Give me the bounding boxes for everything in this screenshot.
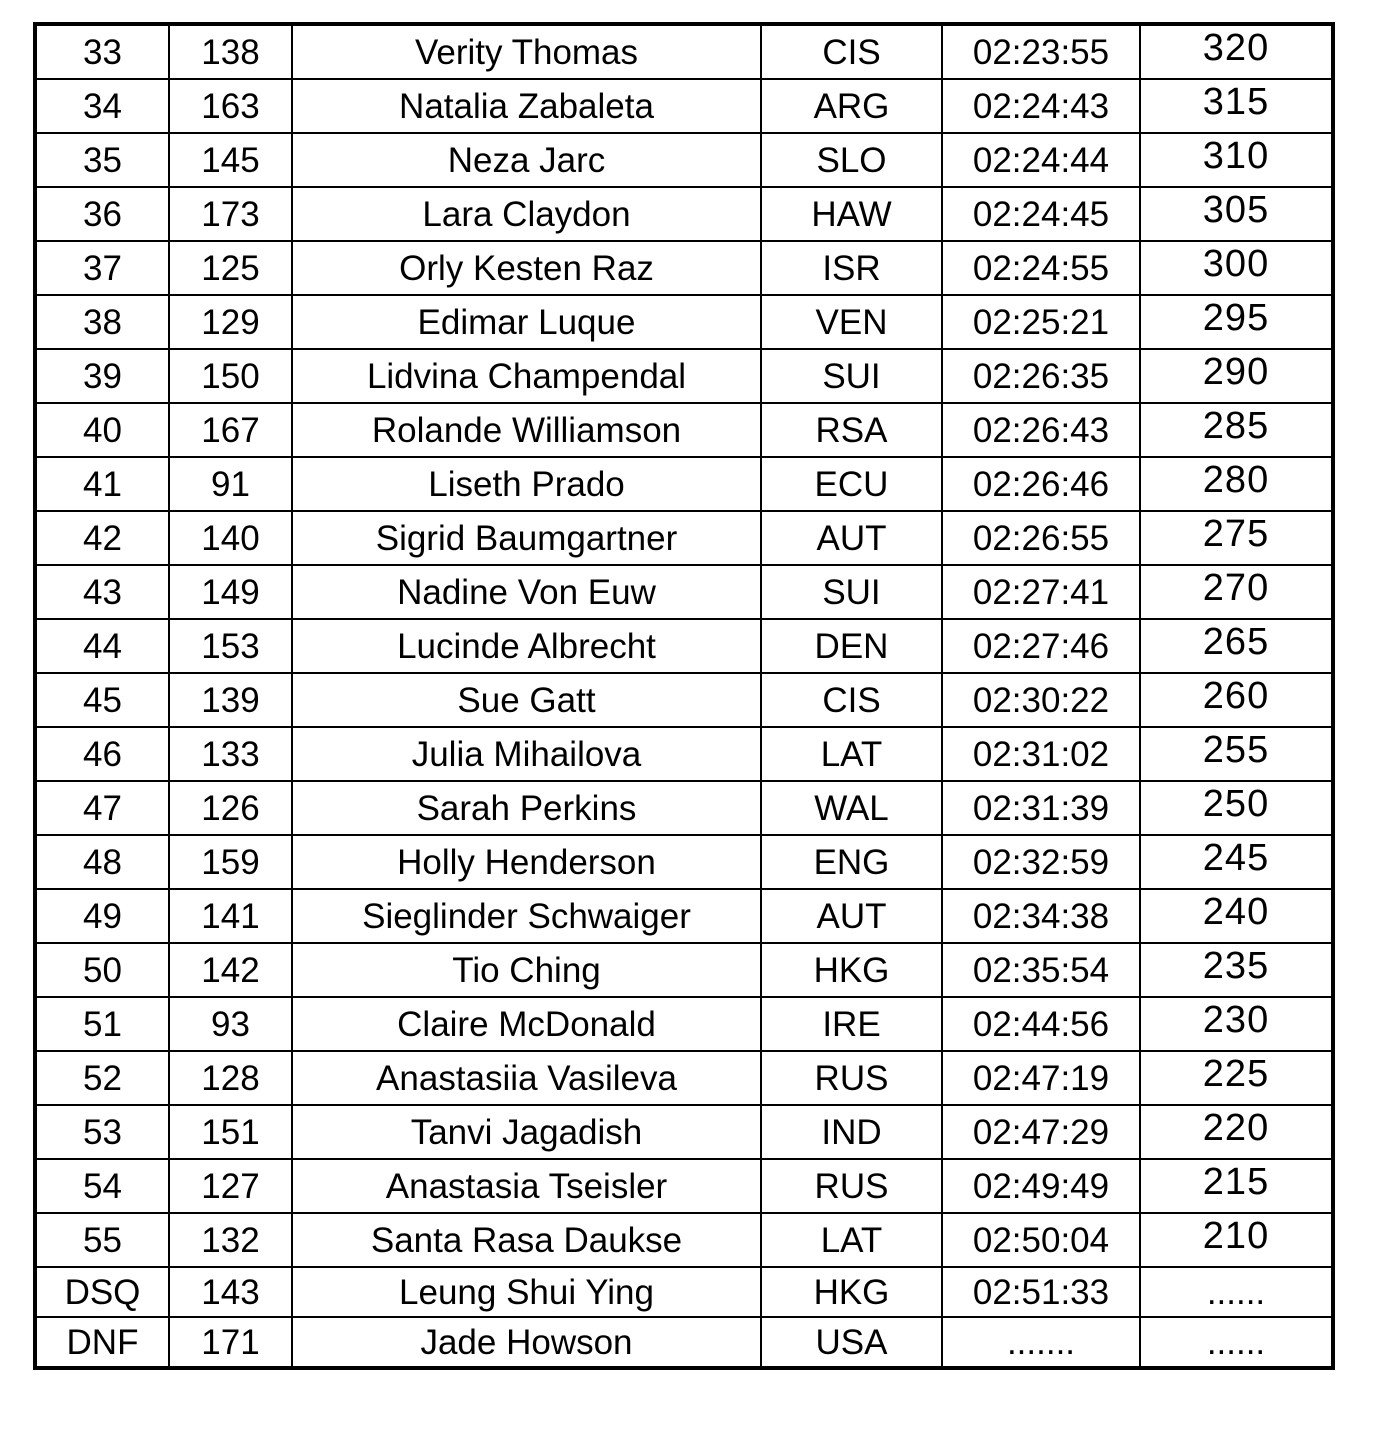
bib-cell: 173: [169, 187, 292, 241]
points-cell: [1140, 133, 1333, 187]
time-cell: 02:26:55: [942, 511, 1140, 565]
time-cell: 02:50:04: [942, 1213, 1140, 1267]
country-cell: RUS: [761, 1051, 942, 1105]
country-cell: SUI: [761, 349, 942, 403]
points-cell: [1140, 889, 1333, 943]
bib-cell: 126: [169, 781, 292, 835]
bib-cell: 93: [169, 997, 292, 1051]
points-cell: [1140, 187, 1333, 241]
time-cell: 02:24:43: [942, 79, 1140, 133]
points-value: 295: [1202, 297, 1270, 339]
athlete-name-cell: Julia Mihailova: [292, 727, 761, 781]
place-cell: 37: [35, 241, 169, 295]
country-cell: SUI: [761, 565, 942, 619]
time-cell: 02:24:45: [942, 187, 1140, 241]
athlete-name-cell: Claire McDonald: [292, 997, 761, 1051]
time-cell: 02:32:59: [942, 835, 1140, 889]
points-value: 305: [1202, 189, 1270, 231]
table-row: [35, 295, 1333, 349]
points-value: 275: [1202, 513, 1270, 555]
table-row: [35, 1051, 1333, 1105]
points-value: 250: [1202, 783, 1270, 825]
place-cell: 50: [35, 943, 169, 997]
athlete-name-cell: Holly Henderson: [292, 835, 761, 889]
athlete-name-cell: Sue Gatt: [292, 673, 761, 727]
bib-cell: 132: [169, 1213, 292, 1267]
place-cell: 33: [35, 24, 169, 79]
athlete-name-cell: Sarah Perkins: [292, 781, 761, 835]
bib-cell: 145: [169, 133, 292, 187]
place-cell: 52: [35, 1051, 169, 1105]
table-row: [35, 457, 1333, 511]
country-cell: ENG: [761, 835, 942, 889]
place-cell: 55: [35, 1213, 169, 1267]
points-value: 285: [1202, 405, 1270, 447]
country-cell: LAT: [761, 1213, 942, 1267]
place-cell: 42: [35, 511, 169, 565]
country-cell: LAT: [761, 727, 942, 781]
points-value: 280: [1202, 459, 1270, 501]
points-cell: [1140, 1051, 1333, 1105]
points-value: 225: [1202, 1053, 1270, 1095]
bib-cell: 153: [169, 619, 292, 673]
place-cell: 44: [35, 619, 169, 673]
points-value: 230: [1202, 999, 1270, 1041]
points-cell: [1140, 403, 1333, 457]
bib-cell: 149: [169, 565, 292, 619]
table-row: [35, 673, 1333, 727]
points-cell: [1140, 79, 1333, 133]
table-row: [35, 133, 1333, 187]
table-row: [35, 1267, 1333, 1317]
bib-cell: 150: [169, 349, 292, 403]
athlete-name-cell: Verity Thomas: [292, 24, 761, 79]
points-cell: [1140, 835, 1333, 889]
points-cell: [1140, 241, 1333, 295]
time-cell: 02:34:38: [942, 889, 1140, 943]
place-cell: DSQ: [35, 1267, 169, 1317]
table-row: [35, 781, 1333, 835]
points-cell: [1140, 457, 1333, 511]
bib-cell: 128: [169, 1051, 292, 1105]
table-row: [35, 24, 1333, 79]
results-table-body: [35, 24, 1333, 1368]
results-table-container: [33, 22, 1331, 1370]
bib-cell: 151: [169, 1105, 292, 1159]
athlete-name-cell: Neza Jarc: [292, 133, 761, 187]
athlete-name-cell: Lara Claydon: [292, 187, 761, 241]
table-row: [35, 241, 1333, 295]
table-row: [35, 727, 1333, 781]
points-cell: [1140, 295, 1333, 349]
bib-cell: 133: [169, 727, 292, 781]
place-cell: 46: [35, 727, 169, 781]
table-row: [35, 1105, 1333, 1159]
points-value: 240: [1202, 891, 1270, 933]
place-cell: 41: [35, 457, 169, 511]
points-cell: [1140, 997, 1333, 1051]
place-cell: 53: [35, 1105, 169, 1159]
points-value: 210: [1202, 1215, 1270, 1257]
points-value: 255: [1202, 729, 1270, 771]
points-value: 290: [1202, 351, 1270, 393]
athlete-name-cell: Anastasia Tseisler: [292, 1159, 761, 1213]
time-cell: 02:35:54: [942, 943, 1140, 997]
bib-cell: 159: [169, 835, 292, 889]
country-cell: ECU: [761, 457, 942, 511]
athlete-name-cell: Tanvi Jagadish: [292, 1105, 761, 1159]
bib-cell: 141: [169, 889, 292, 943]
time-cell: 02:27:41: [942, 565, 1140, 619]
place-cell: 43: [35, 565, 169, 619]
points-value: 260: [1202, 675, 1270, 717]
time-cell: 02:26:46: [942, 457, 1140, 511]
points-cell: [1140, 349, 1333, 403]
points-cell: [1140, 511, 1333, 565]
place-cell: 40: [35, 403, 169, 457]
place-cell: 45: [35, 673, 169, 727]
points-value: 270: [1202, 567, 1270, 609]
athlete-name-cell: Edimar Luque: [292, 295, 761, 349]
country-cell: ARG: [761, 79, 942, 133]
place-cell: 51: [35, 997, 169, 1051]
points-cell: [1140, 943, 1333, 997]
time-cell: 02:26:43: [942, 403, 1140, 457]
place-cell: 48: [35, 835, 169, 889]
country-cell: USA: [761, 1317, 942, 1368]
bib-cell: 142: [169, 943, 292, 997]
place-cell: 36: [35, 187, 169, 241]
place-cell: 39: [35, 349, 169, 403]
athlete-name-cell: Lidvina Champendal: [292, 349, 761, 403]
table-row: [35, 403, 1333, 457]
time-cell: 02:44:56: [942, 997, 1140, 1051]
table-row: [35, 835, 1333, 889]
table-row: [35, 997, 1333, 1051]
points-cell: [1140, 727, 1333, 781]
country-cell: VEN: [761, 295, 942, 349]
time-cell: 02:51:33: [942, 1267, 1140, 1317]
points-value: 220: [1202, 1107, 1270, 1149]
bib-cell: 138: [169, 24, 292, 79]
time-cell: 02:27:46: [942, 619, 1140, 673]
country-cell: HAW: [761, 187, 942, 241]
time-cell: 02:47:19: [942, 1051, 1140, 1105]
table-row: [35, 1213, 1333, 1267]
time-cell: 02:30:22: [942, 673, 1140, 727]
results-table: [33, 22, 1335, 1370]
country-cell: IND: [761, 1105, 942, 1159]
points-cell: [1140, 1105, 1333, 1159]
table-row: [35, 187, 1333, 241]
table-row: [35, 1159, 1333, 1213]
time-cell: .......: [942, 1317, 1140, 1368]
table-row: [35, 889, 1333, 943]
athlete-name-cell: Anastasiia Vasileva: [292, 1051, 761, 1105]
points-value: 300: [1202, 243, 1270, 285]
points-cell: [1140, 781, 1333, 835]
athlete-name-cell: Jade Howson: [292, 1317, 761, 1368]
athlete-name-cell: Tio Ching: [292, 943, 761, 997]
points-cell: [1140, 24, 1333, 79]
country-cell: HKG: [761, 943, 942, 997]
country-cell: CIS: [761, 673, 942, 727]
country-cell: IRE: [761, 997, 942, 1051]
athlete-name-cell: Sieglinder Schwaiger: [292, 889, 761, 943]
points-value: 320: [1202, 27, 1270, 69]
bib-cell: 91: [169, 457, 292, 511]
time-cell: 02:24:55: [942, 241, 1140, 295]
points-value: 310: [1202, 135, 1270, 177]
country-cell: DEN: [761, 619, 942, 673]
time-cell: 02:49:49: [942, 1159, 1140, 1213]
bib-cell: 129: [169, 295, 292, 349]
country-cell: CIS: [761, 24, 942, 79]
country-cell: WAL: [761, 781, 942, 835]
place-cell: 54: [35, 1159, 169, 1213]
place-cell: 49: [35, 889, 169, 943]
place-cell: 38: [35, 295, 169, 349]
country-cell: HKG: [761, 1267, 942, 1317]
points-cell: [1140, 565, 1333, 619]
time-cell: 02:31:02: [942, 727, 1140, 781]
place-cell: DNF: [35, 1317, 169, 1368]
bib-cell: 127: [169, 1159, 292, 1213]
place-cell: 34: [35, 79, 169, 133]
table-row: [35, 565, 1333, 619]
country-cell: AUT: [761, 889, 942, 943]
table-row: [35, 79, 1333, 133]
points-value: 215: [1202, 1161, 1270, 1203]
points-cell: [1140, 619, 1333, 673]
athlete-name-cell: Lucinde Albrecht: [292, 619, 761, 673]
athlete-name-cell: Orly Kesten Raz: [292, 241, 761, 295]
points-value: 235: [1202, 945, 1270, 987]
table-row: [35, 619, 1333, 673]
table-row: [35, 943, 1333, 997]
athlete-name-cell: Sigrid Baumgartner: [292, 511, 761, 565]
time-cell: 02:24:44: [942, 133, 1140, 187]
bib-cell: 167: [169, 403, 292, 457]
country-cell: AUT: [761, 511, 942, 565]
country-cell: SLO: [761, 133, 942, 187]
bib-cell: 171: [169, 1317, 292, 1368]
time-cell: 02:26:35: [942, 349, 1140, 403]
bib-cell: 125: [169, 241, 292, 295]
time-cell: 02:47:29: [942, 1105, 1140, 1159]
table-row: [35, 511, 1333, 565]
points-value: 315: [1202, 81, 1270, 123]
country-cell: ISR: [761, 241, 942, 295]
points-cell: ......: [1140, 1317, 1333, 1368]
place-cell: 35: [35, 133, 169, 187]
time-cell: 02:25:21: [942, 295, 1140, 349]
points-value: 265: [1202, 621, 1270, 663]
athlete-name-cell: Leung Shui Ying: [292, 1267, 761, 1317]
place-cell: 47: [35, 781, 169, 835]
points-cell: [1140, 1159, 1333, 1213]
athlete-name-cell: Santa Rasa Daukse: [292, 1213, 761, 1267]
points-cell: [1140, 1213, 1333, 1267]
bib-cell: 143: [169, 1267, 292, 1317]
time-cell: 02:31:39: [942, 781, 1140, 835]
points-value: 245: [1202, 837, 1270, 879]
points-cell: ......: [1140, 1267, 1333, 1317]
athlete-name-cell: Nadine Von Euw: [292, 565, 761, 619]
table-row: [35, 349, 1333, 403]
bib-cell: 139: [169, 673, 292, 727]
athlete-name-cell: Rolande Williamson: [292, 403, 761, 457]
time-cell: 02:23:55: [942, 24, 1140, 79]
athlete-name-cell: Natalia Zabaleta: [292, 79, 761, 133]
bib-cell: 163: [169, 79, 292, 133]
country-cell: RUS: [761, 1159, 942, 1213]
country-cell: RSA: [761, 403, 942, 457]
table-row: [35, 1317, 1333, 1368]
bib-cell: 140: [169, 511, 292, 565]
athlete-name-cell: Liseth Prado: [292, 457, 761, 511]
points-cell: [1140, 673, 1333, 727]
